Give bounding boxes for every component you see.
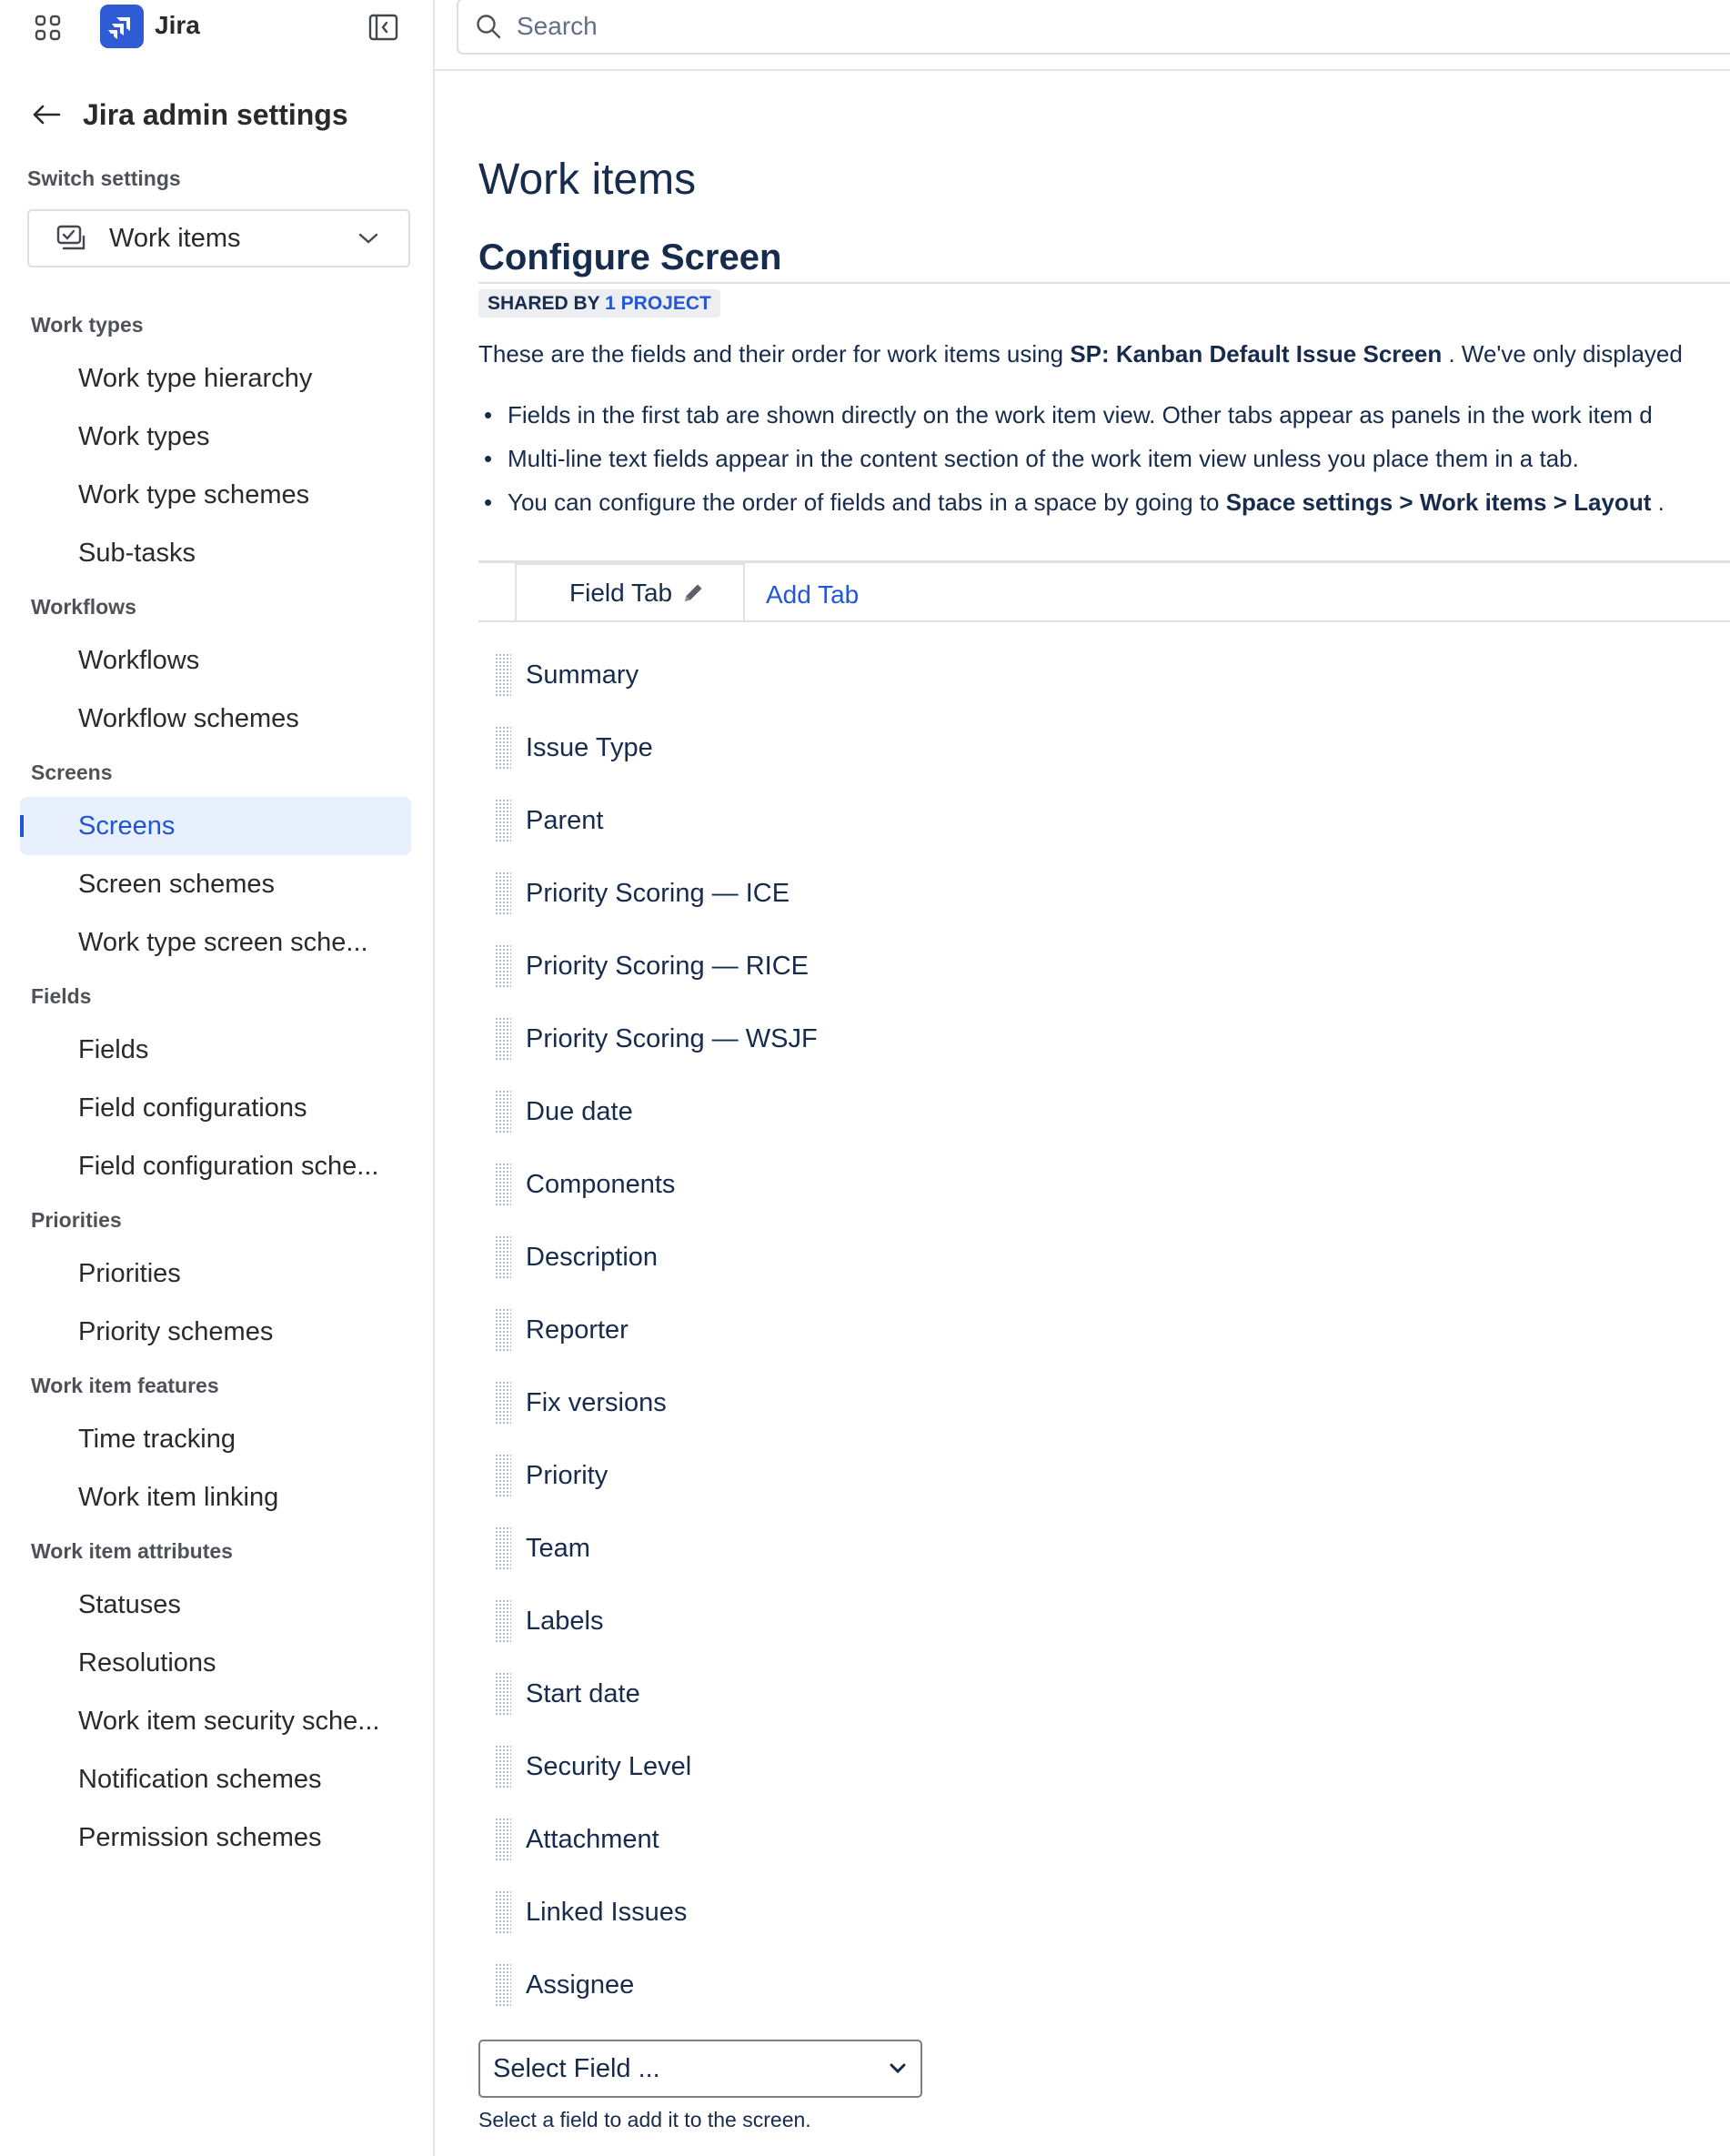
- info-bullet: • Fields in the first tab are shown directly on the work item view. Other tabs appear as panels in the work item d: [478, 398, 1665, 442]
- nav-section-work-types: Work types: [31, 313, 144, 337]
- drag-handle-icon[interactable]: [495, 1890, 511, 1934]
- jira-logo[interactable]: [100, 5, 144, 48]
- sidebar-item-workflows[interactable]: Workflows: [78, 646, 200, 675]
- page-title: Work items: [478, 156, 697, 204]
- sidebar-item-priority-schemes[interactable]: Priority schemes: [78, 1317, 274, 1346]
- drag-handle-icon[interactable]: [495, 1381, 511, 1425]
- field-label: Components: [526, 1169, 676, 1199]
- field-row[interactable]: [478, 1075, 1730, 1148]
- drag-handle-icon[interactable]: [495, 653, 511, 697]
- drag-handle-icon[interactable]: [495, 1599, 511, 1643]
- drag-handle-icon[interactable]: [495, 799, 511, 842]
- arrow-left-icon[interactable]: [32, 104, 61, 126]
- field-row[interactable]: [478, 1949, 1730, 2021]
- field-row[interactable]: [478, 1221, 1730, 1294]
- drag-handle-icon[interactable]: [495, 1163, 511, 1206]
- field-label: Priority: [526, 1460, 609, 1490]
- field-label: Description: [526, 1242, 659, 1272]
- sidebar-item-screen-schemes[interactable]: Screen schemes: [78, 870, 275, 899]
- sidebar-item-resolutions[interactable]: Resolutions: [78, 1648, 216, 1677]
- select-field-value: Select Field ...: [493, 2053, 660, 2083]
- field-row[interactable]: [478, 1803, 1730, 1876]
- field-label: Linked Issues: [526, 1897, 688, 1927]
- description-text-after: . We've only displayed: [1442, 340, 1683, 368]
- sidebar-item-notification-schemes[interactable]: Notification schemes: [78, 1765, 322, 1794]
- sidebar-item-fields[interactable]: Fields: [78, 1035, 149, 1064]
- nav-section-work-item-attributes: Work item attributes: [31, 1539, 233, 1563]
- admin-settings-title: Jira admin settings: [83, 97, 348, 131]
- top-bar: [435, 0, 1730, 71]
- drag-handle-icon[interactable]: [495, 871, 511, 915]
- sidebar-item-priorities[interactable]: Priorities: [78, 1259, 181, 1288]
- tabs-divider-bottom: [478, 620, 1730, 622]
- search-box[interactable]: [457, 0, 1730, 55]
- field-row[interactable]: [478, 1585, 1730, 1657]
- nav-section-work-item-features: Work item features: [31, 1374, 219, 1397]
- sidebar-item-field-configuration-schemes[interactable]: Field configuration sche...: [78, 1152, 379, 1181]
- field-row[interactable]: [478, 1439, 1730, 1512]
- drag-handle-icon[interactable]: [495, 1672, 511, 1716]
- drag-handle-icon[interactable]: [495, 1526, 511, 1570]
- sidebar-item-work-type-screen-schemes[interactable]: Work type screen sche...: [78, 928, 368, 957]
- screen-name: SP: Kanban Default Issue Screen: [1070, 340, 1443, 368]
- drag-handle-icon[interactable]: [495, 1308, 511, 1352]
- search-input[interactable]: [517, 12, 1335, 41]
- field-label: Priority Scoring — ICE: [526, 878, 790, 908]
- app-switcher-icon[interactable]: [35, 15, 62, 42]
- field-row[interactable]: [478, 1002, 1730, 1075]
- field-label: Summary: [526, 660, 639, 690]
- field-row[interactable]: [478, 1294, 1730, 1366]
- sidebar-item-time-tracking[interactable]: Time tracking: [78, 1425, 236, 1454]
- sidebar-item-sub-tasks[interactable]: Sub-tasks: [78, 539, 196, 568]
- nav-section-priorities: Priorities: [31, 1208, 122, 1232]
- nav-section-workflows: Workflows: [31, 595, 136, 619]
- field-row[interactable]: [478, 1876, 1730, 1949]
- field-label: Parent: [526, 805, 604, 835]
- field-label: Assignee: [526, 1970, 635, 2000]
- drag-handle-icon[interactable]: [495, 1454, 511, 1497]
- tab-field-tab[interactable]: [515, 563, 745, 621]
- description-text: These are the fields and their order for work items using: [478, 340, 1071, 368]
- jira-logo-icon: [100, 5, 144, 48]
- field-label: Reporter: [526, 1315, 629, 1345]
- chevron-down-icon: [357, 231, 379, 246]
- info-bullet: [478, 486, 1665, 529]
- app-name: Jira: [155, 11, 200, 39]
- divider: [478, 282, 1730, 284]
- drag-handle-icon[interactable]: [495, 1963, 511, 2007]
- drag-handle-icon[interactable]: [495, 1818, 511, 1861]
- select-field-dropdown[interactable]: [478, 2040, 922, 2098]
- info-bullets: [478, 398, 1665, 529]
- sidebar-item-field-configurations[interactable]: Field configurations: [78, 1093, 307, 1123]
- sidebar-item-work-types[interactable]: Work types: [78, 422, 210, 451]
- field-label: Fix versions: [526, 1387, 667, 1417]
- collapse-sidebar-icon[interactable]: [368, 14, 398, 41]
- info-bullet: • Multi-line text fields appear in the content section of the work item view unless you place them in a tab.: [478, 442, 1665, 486]
- nav-section-fields: Fields: [31, 984, 92, 1008]
- admin-nav: [0, 300, 433, 1867]
- screen-description: [478, 340, 1683, 368]
- shared-by-badge: [478, 289, 720, 317]
- field-label: Team: [526, 1533, 590, 1563]
- drag-handle-icon[interactable]: [495, 1090, 511, 1133]
- field-row[interactable]: [478, 1730, 1730, 1803]
- select-field-hint: Select a field to add it to the screen.: [478, 2108, 811, 2131]
- field-row[interactable]: [478, 930, 1730, 1002]
- sidebar-item-permission-schemes[interactable]: Permission schemes: [78, 1823, 322, 1852]
- drag-handle-icon[interactable]: [495, 1235, 511, 1279]
- field-label: Priority Scoring — WSJF: [526, 1023, 818, 1053]
- drag-handle-icon[interactable]: [495, 726, 511, 770]
- field-label: Issue Type: [526, 732, 653, 762]
- sidebar-header: [0, 0, 433, 55]
- field-label: Attachment: [526, 1824, 659, 1854]
- drag-handle-icon[interactable]: [495, 1745, 511, 1788]
- bullet-text: You can configure the order of fields and tabs in a space by going to: [508, 489, 1226, 516]
- switch-settings-value: Work items: [109, 223, 241, 253]
- field-label: Priority Scoring — RICE: [526, 951, 810, 981]
- tab-label: Field Tab: [569, 579, 673, 607]
- sidebar-item-work-item-security-schemes[interactable]: Work item security sche...: [78, 1707, 380, 1736]
- field-label: Labels: [526, 1606, 604, 1636]
- sidebar-item-screens[interactable]: Screens: [20, 797, 411, 855]
- sidebar-item-work-type-schemes[interactable]: Work type schemes: [78, 480, 310, 509]
- switch-settings-label: Switch settings: [27, 166, 181, 190]
- switch-settings-dropdown[interactable]: [27, 209, 410, 267]
- sidebar: [0, 0, 435, 2156]
- field-label: Due date: [526, 1096, 633, 1126]
- section-title: Configure Screen: [478, 237, 782, 277]
- chevron-down-icon: [890, 2063, 906, 2074]
- field-row[interactable]: [478, 711, 1730, 784]
- field-label: Start date: [526, 1678, 640, 1708]
- back-to-settings[interactable]: [32, 95, 348, 135]
- sidebar-item-statuses[interactable]: Statuses: [78, 1590, 181, 1619]
- bullet-text-after: .: [1651, 489, 1665, 516]
- search-icon: [475, 13, 502, 40]
- shared-by-label: SHARED BY: [488, 293, 600, 314]
- drag-handle-icon[interactable]: [495, 944, 511, 988]
- add-tab-link[interactable]: Add Tab: [766, 580, 860, 609]
- field-label: Security Level: [526, 1751, 692, 1781]
- field-row[interactable]: [478, 857, 1730, 930]
- shared-projects-link[interactable]: 1 PROJECT: [605, 293, 711, 314]
- drag-handle-icon[interactable]: [495, 1017, 511, 1061]
- field-row[interactable]: [478, 1366, 1730, 1439]
- field-row[interactable]: [478, 639, 1730, 711]
- field-row[interactable]: [478, 1512, 1730, 1585]
- field-row[interactable]: [478, 1148, 1730, 1221]
- layout-path: Space settings > Work items > Layout: [1225, 489, 1652, 516]
- work-items-icon: [56, 225, 87, 252]
- field-row[interactable]: [478, 1657, 1730, 1730]
- sidebar-item-work-type-hierarchy[interactable]: Work type hierarchy: [78, 364, 313, 393]
- field-list: [478, 639, 1730, 2021]
- pencil-icon[interactable]: [681, 581, 705, 605]
- field-row[interactable]: [478, 784, 1730, 857]
- sidebar-item-work-item-linking[interactable]: Work item linking: [78, 1483, 279, 1512]
- sidebar-item-workflow-schemes[interactable]: Workflow schemes: [78, 704, 299, 733]
- nav-section-screens: Screens: [31, 761, 113, 784]
